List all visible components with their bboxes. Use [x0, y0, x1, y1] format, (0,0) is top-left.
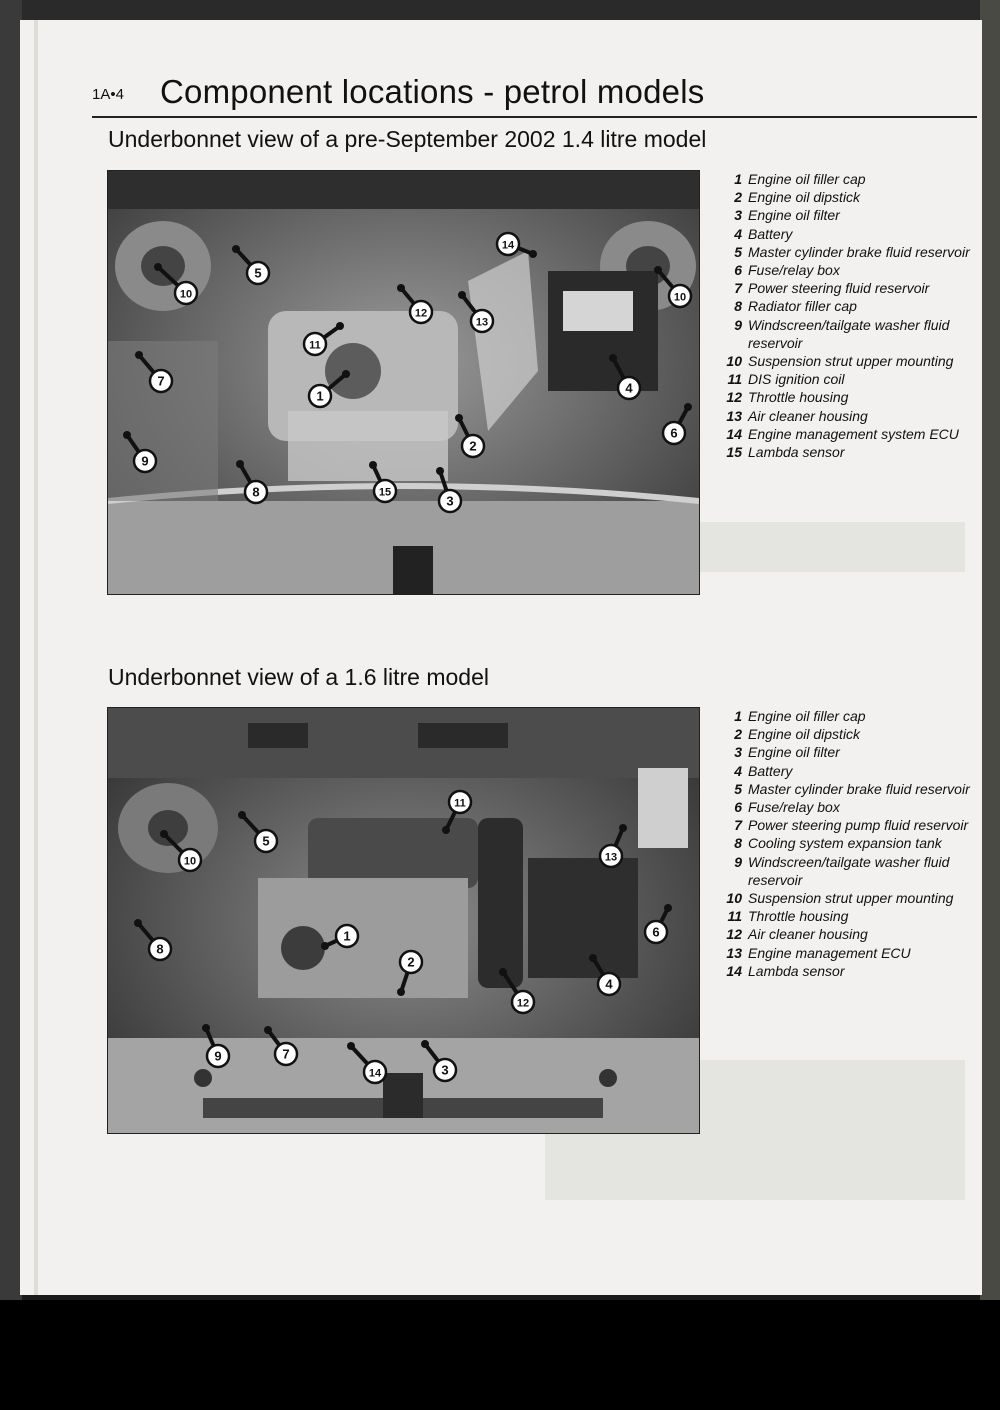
page-reference: 1A•4	[92, 86, 124, 103]
legend-item	[720, 370, 980, 388]
callout-marker-4	[589, 954, 620, 995]
legend-number: 6	[734, 799, 742, 816]
legend-label: Suspension strut upper mounting	[748, 890, 954, 907]
callout-arrow-tip	[455, 414, 463, 422]
legend-label: Battery	[748, 225, 793, 242]
legend-item	[720, 944, 980, 962]
callout-number: 6	[670, 425, 678, 441]
callout-layer	[108, 171, 699, 594]
callout-marker-15	[369, 461, 396, 502]
scan-border-left	[0, 0, 22, 1300]
scan-bottom-bar	[0, 1300, 1000, 1410]
legend-number: 14	[726, 425, 742, 442]
callout-marker-3	[436, 467, 461, 512]
callout-marker-11	[442, 791, 471, 834]
callout-marker-12	[499, 968, 534, 1013]
callout-marker-1	[309, 370, 350, 407]
legend-number: 1	[734, 171, 742, 187]
legend-item	[720, 816, 980, 834]
callout-arrow-tip	[458, 291, 466, 299]
callout-marker-4	[609, 354, 640, 399]
callout-marker-9	[202, 1024, 229, 1067]
callout-marker-9	[123, 431, 156, 472]
legend-number: 6	[734, 262, 742, 279]
legend-number: 9	[734, 316, 742, 333]
callout-marker-8	[134, 919, 171, 960]
callout-number: 13	[475, 316, 489, 329]
callout-number: 5	[254, 265, 262, 281]
legend-item	[720, 834, 980, 852]
callout-arrow-tip	[336, 322, 344, 330]
legend-number: 5	[734, 780, 742, 797]
legend-item	[720, 962, 980, 980]
callout-marker-3	[421, 1040, 456, 1081]
callout-number: 10	[673, 291, 687, 304]
legend-label: Windscreen/tailgate washer fluid reservoir	[748, 316, 950, 351]
callout-arrow-tip	[135, 351, 143, 359]
callout-arrow-tip	[369, 461, 377, 469]
legend-label: Power steering fluid reservoir	[748, 280, 930, 297]
legend-item	[720, 225, 980, 243]
callout-arrow-tip	[232, 245, 240, 253]
callout-number: 3	[441, 1062, 449, 1078]
legend-item	[720, 780, 980, 798]
legend-label: Engine management ECU	[748, 944, 911, 961]
legend-item	[720, 889, 980, 907]
callout-marker-10	[154, 263, 197, 304]
legend-section1	[720, 170, 980, 461]
legend-label: Master cylinder brake fluid reservoir	[748, 780, 970, 797]
legend-number: 10	[726, 353, 742, 370]
legend-number: 12	[726, 926, 742, 943]
callout-marker-11	[304, 322, 344, 355]
legend-label: DIS ignition coil	[748, 371, 845, 388]
legend-label: Fuse/relay box	[748, 262, 840, 279]
legend-item	[720, 243, 980, 261]
callout-arrow-tip	[619, 824, 627, 832]
callout-marker-5	[232, 245, 269, 284]
callout-arrow-tip	[321, 942, 329, 950]
callout-arrow-tip	[397, 988, 405, 996]
callout-arrow-tip	[134, 919, 142, 927]
callout-number: 9	[141, 453, 149, 469]
callout-marker-1	[321, 925, 358, 950]
legend-item	[720, 352, 980, 370]
callout-marker-13	[600, 824, 627, 867]
legend-number: 7	[734, 817, 742, 834]
callout-arrow-tip	[442, 826, 450, 834]
callout-marker-10	[654, 266, 691, 307]
legend-number: 11	[727, 908, 742, 925]
legend-label: Suspension strut upper mounting	[748, 353, 954, 370]
callout-arrow-tip	[499, 968, 507, 976]
legend-label: Engine oil dipstick	[748, 726, 861, 743]
callout-arrow-tip	[236, 460, 244, 468]
legend-label: Radiator filler cap	[748, 298, 857, 315]
legend-item	[720, 279, 980, 297]
callout-number: 2	[407, 954, 415, 970]
legend-label: Engine oil filter	[748, 207, 840, 224]
callout-arrow-tip	[684, 403, 692, 411]
callout-arrow-tip	[160, 830, 168, 838]
callout-arrow-tip	[397, 284, 405, 292]
callout-number: 12	[516, 997, 530, 1010]
legend-number: 14	[726, 962, 742, 979]
callout-arrow-tip	[664, 904, 672, 912]
page-title: Component locations - petrol models	[160, 73, 705, 110]
callout-number: 4	[605, 976, 613, 992]
callout-number: 9	[214, 1048, 222, 1064]
legend-label: Throttle housing	[748, 908, 849, 925]
legend-label: Throttle housing	[748, 389, 849, 406]
callout-arrow-tip	[202, 1024, 210, 1032]
legend-number: 3	[734, 207, 742, 224]
callout-marker-12	[397, 284, 432, 323]
legend-item	[720, 261, 980, 279]
callout-number: 13	[604, 851, 618, 864]
section2-heading: Underbonnet view of a 1.6 litre model	[108, 664, 489, 690]
legend-number: 3	[734, 744, 742, 761]
legend-item	[720, 316, 980, 352]
legend-number: 13	[726, 407, 742, 424]
legend-number: 12	[726, 389, 742, 406]
callout-arrow-tip	[436, 467, 444, 475]
legend-label: Engine oil filter	[748, 744, 840, 761]
legend-label: Windscreen/tailgate washer fluid reservoir	[748, 853, 950, 888]
legend-number: 8	[734, 835, 742, 852]
legend-label: Fuse/relay box	[748, 799, 840, 816]
callout-marker-7	[264, 1026, 297, 1065]
legend-label: Engine oil filler cap	[748, 171, 866, 187]
legend-item	[720, 907, 980, 925]
legend-item	[720, 170, 980, 188]
legend-label: Air cleaner housing	[748, 926, 868, 943]
scan-border-top	[0, 0, 1000, 22]
legend-number: 5	[734, 243, 742, 260]
legend-item	[720, 925, 980, 943]
scan-border-right	[980, 0, 1000, 1300]
engine-bay-photo-1.4	[107, 170, 700, 595]
legend-number: 9	[734, 853, 742, 870]
callout-marker-7	[135, 351, 172, 392]
callout-marker-5	[238, 811, 277, 852]
legend-item	[720, 743, 980, 761]
legend-item	[720, 853, 980, 889]
legend-section2	[720, 707, 980, 980]
header-rule	[92, 116, 977, 118]
callout-number: 7	[157, 373, 165, 389]
callout-marker-8	[236, 460, 267, 503]
callout-arrow-tip	[264, 1026, 272, 1034]
callout-layer	[108, 708, 699, 1133]
callout-number: 10	[183, 855, 197, 868]
legend-item	[720, 388, 980, 406]
legend-item	[720, 297, 980, 315]
callout-arrow-tip	[342, 370, 350, 378]
callout-number: 1	[343, 928, 351, 944]
legend-label: Lambda sensor	[748, 444, 845, 461]
legend-item	[720, 707, 980, 725]
section1-heading: Underbonnet view of a pre-September 2002 1.4 litre model	[108, 126, 707, 152]
engine-bay-photo-1.6	[107, 707, 700, 1134]
legend-label: Engine oil filler cap	[748, 708, 866, 724]
legend-number: 11	[727, 371, 742, 388]
legend-number: 4	[734, 225, 742, 242]
callout-arrow-tip	[589, 954, 597, 962]
callout-marker-10	[160, 830, 201, 871]
legend-label: Lambda sensor	[748, 962, 845, 979]
callout-number: 11	[454, 797, 466, 810]
legend-number: 4	[734, 762, 742, 779]
callout-number: 6	[652, 924, 660, 940]
legend-item	[720, 798, 980, 816]
legend-number: 13	[726, 944, 742, 961]
callout-arrow-tip	[529, 250, 537, 258]
legend-label: Power steering pump fluid reservoir	[748, 817, 969, 834]
legend-item	[720, 762, 980, 780]
callout-number: 2	[469, 438, 477, 454]
callout-arrow-tip	[347, 1042, 355, 1050]
callout-number: 11	[309, 339, 321, 352]
legend-number: 15	[726, 444, 742, 461]
callout-arrow-tip	[654, 266, 662, 274]
callout-marker-13	[458, 291, 493, 332]
callout-arrow-tip	[123, 431, 131, 439]
callout-arrow-tip	[609, 354, 617, 362]
callout-arrow-tip	[154, 263, 162, 271]
legend-item	[720, 206, 980, 224]
callout-number: 3	[446, 493, 454, 509]
legend-label: Engine management system ECU	[748, 425, 959, 442]
legend-number: 2	[734, 726, 742, 743]
legend-item	[720, 443, 980, 461]
callout-marker-2	[397, 951, 422, 996]
legend-number: 1	[734, 708, 742, 724]
callout-marker-6	[663, 403, 692, 444]
callout-number: 14	[368, 1067, 382, 1080]
callout-marker-14	[497, 233, 537, 258]
legend-number: 10	[726, 890, 742, 907]
legend-item	[720, 425, 980, 443]
callout-marker-6	[645, 904, 672, 943]
callout-marker-14	[347, 1042, 386, 1083]
callout-number: 8	[156, 941, 164, 957]
legend-label: Master cylinder brake fluid reservoir	[748, 243, 970, 260]
callout-number: 12	[414, 307, 428, 320]
callout-number: 8	[252, 484, 260, 500]
legend-label: Battery	[748, 762, 793, 779]
callout-arrow-tip	[421, 1040, 429, 1048]
legend-number: 8	[734, 298, 742, 315]
callout-marker-2	[455, 414, 484, 457]
callout-number: 4	[625, 380, 633, 396]
legend-item	[720, 407, 980, 425]
legend-item	[720, 188, 980, 206]
callout-number: 7	[282, 1046, 290, 1062]
legend-number: 7	[734, 280, 742, 297]
legend-item	[720, 725, 980, 743]
legend-label: Engine oil dipstick	[748, 189, 861, 206]
callout-number: 14	[501, 239, 515, 252]
legend-label: Air cleaner housing	[748, 407, 868, 424]
callout-number: 15	[378, 486, 392, 499]
callout-arrow-tip	[238, 811, 246, 819]
callout-number: 10	[179, 288, 193, 301]
callout-number: 1	[316, 388, 324, 404]
page-gutter	[34, 20, 38, 1295]
legend-number: 2	[734, 189, 742, 206]
callout-number: 5	[262, 833, 270, 849]
legend-label: Cooling system expansion tank	[748, 835, 942, 852]
